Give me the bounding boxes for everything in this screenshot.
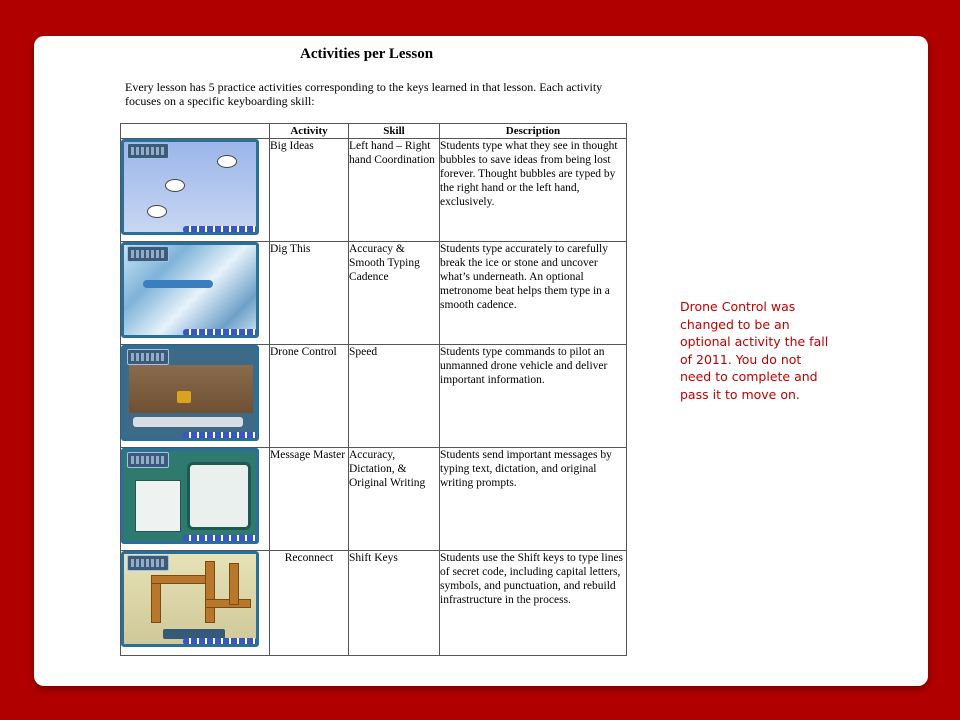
header-description: Description: [440, 124, 627, 139]
dig-this-screenshot: [121, 242, 259, 338]
activity-name: Big Ideas: [270, 139, 349, 242]
activity-skill: Accuracy & Smooth Typing Cadence: [349, 242, 440, 345]
activity-description: Students use the Shift keys to type lines of secret code, including capital letters, symbols, and punctuation, and rebuild infrastructure in the process.: [440, 551, 627, 656]
reconnect-screenshot: [121, 551, 259, 647]
big-ideas-screenshot: [121, 139, 259, 235]
activity-description: Students send important messages by typing text, dictation, and original writing prompts.: [440, 448, 627, 551]
header-skill: Skill: [349, 124, 440, 139]
table-row: [121, 242, 627, 345]
activity-skill: Shift Keys: [349, 551, 440, 656]
activity-thumbnail-cell: [121, 139, 270, 242]
header-activity: Activity: [270, 124, 349, 139]
activity-skill: Left hand – Right hand Coordination: [349, 139, 440, 242]
drone-control-screenshot: [121, 345, 259, 441]
activities-table: [120, 123, 627, 656]
activity-description: Students type what they see in thought bubbles to save ideas from being lost forever. Thought bubbles are typed by the right hand or the left hand, exclusively.: [440, 139, 627, 242]
message-master-screenshot: [121, 448, 259, 544]
drone-control-note: Drone Control was changed to be an optional activity the fall of 2011. You do not need to complete and pass it to move on.: [680, 299, 829, 402]
header-thumbnail: [121, 124, 270, 139]
table-row: [121, 139, 627, 242]
page-title: Activities per Lesson: [300, 46, 434, 62]
activity-description: Students type commands to pilot an unmanned drone vehicle and deliver important information.: [440, 345, 627, 448]
table-header-row: [121, 124, 627, 139]
activity-name: Message Master: [270, 448, 349, 551]
activity-thumbnail-cell: [121, 345, 270, 448]
table-row: [121, 345, 627, 448]
intro-text: Every lesson has 5 practice activities corresponding to the keys learned in that lesson. Each activity focuses on a specific keyboarding skill:: [125, 80, 603, 108]
activity-description: Students type accurately to carefully break the ice or stone and uncover what’s underneath. An optional metronome beat helps them type in a smooth cadence.: [440, 242, 627, 345]
table-row: [121, 551, 627, 656]
activity-skill: Speed: [349, 345, 440, 448]
activity-skill: Accuracy, Dictation, & Original Writing: [349, 448, 440, 551]
activity-thumbnail-cell: [121, 242, 270, 345]
activity-name: Drone Control: [270, 345, 349, 448]
table-row: [121, 448, 627, 551]
activity-thumbnail-cell: [121, 551, 270, 656]
activity-name: Dig This: [270, 242, 349, 345]
activity-thumbnail-cell: [121, 448, 270, 551]
activity-name: Reconnect: [270, 551, 349, 656]
